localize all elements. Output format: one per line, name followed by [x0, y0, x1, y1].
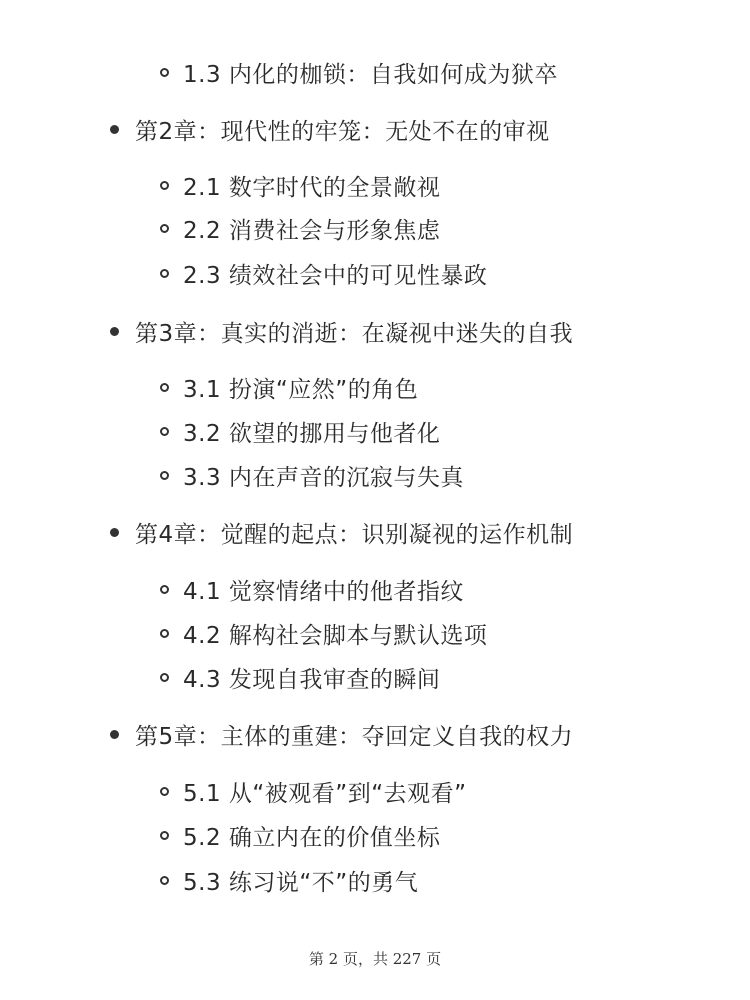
hollow-bullet-icon [160, 831, 169, 840]
outline-label: 4.3 发现自我审查的瞬间 [183, 666, 441, 693]
outline-subsection-4-3 [160, 657, 440, 697]
outline-subsection-5-1 [160, 771, 467, 811]
outline-label: 第4章：觉醒的起点：识别凝视的运作机制 [135, 521, 574, 548]
outline-label: 第3章：真实的消逝：在凝视中迷失的自我 [135, 320, 574, 347]
hollow-bullet-icon [160, 585, 169, 594]
outline-label: 2.1 数字时代的全景敞视 [183, 174, 441, 201]
hollow-bullet-icon [160, 471, 169, 480]
outline-label: 2.3 绩效社会中的可见性暴政 [183, 262, 488, 289]
outline-subsection-2-3 [160, 253, 487, 293]
filled-bullet-icon [110, 730, 119, 739]
outline-label: 4.2 解构社会脚本与默认选项 [183, 622, 488, 649]
outline-subsection-4-1 [160, 569, 464, 609]
outline-subsection-3-1 [160, 367, 418, 407]
hollow-bullet-icon [160, 673, 169, 682]
outline-subsection-5-2 [160, 815, 440, 855]
filled-bullet-icon [110, 327, 119, 336]
outline-chapter-5 [110, 714, 573, 754]
outline-subsection-3-3 [160, 455, 464, 495]
outline-label: 3.3 内在声音的沉寂与失真 [183, 464, 464, 491]
outline-label: 第2章：现代性的牢笼：无处不在的审视 [135, 118, 550, 145]
outline-subsection-4-2 [160, 613, 487, 653]
outline-label: 2.2 消费社会与形象焦虑 [183, 217, 441, 244]
filled-bullet-icon [110, 125, 119, 134]
outline-label: 5.1 从“被观看”到“去观看” [183, 780, 467, 807]
hollow-bullet-icon [160, 383, 169, 392]
page-number-footer: 第 2 页，共 227 页 [308, 950, 442, 968]
outline-chapter-2 [110, 109, 550, 149]
outline-label: 5.2 确立内在的价值坐标 [183, 824, 441, 851]
outline-subsection-1-3 [160, 52, 558, 92]
outline-label: 4.1 觉察情绪中的他者指纹 [183, 578, 464, 605]
hollow-bullet-icon [160, 269, 169, 278]
hollow-bullet-icon [160, 876, 169, 885]
hollow-bullet-icon [160, 181, 169, 190]
hollow-bullet-icon [160, 427, 169, 436]
hollow-bullet-icon [160, 629, 169, 638]
outline-subsection-5-3 [160, 860, 418, 900]
hollow-bullet-icon [160, 68, 169, 77]
outline-chapter-4 [110, 512, 573, 552]
outline-label: 5.3 练习说“不”的勇气 [183, 869, 419, 896]
outline-label: 3.2 欲望的挪用与他者化 [183, 420, 441, 447]
outline-subsection-2-1 [160, 165, 440, 205]
outline-chapter-3 [110, 311, 573, 351]
hollow-bullet-icon [160, 224, 169, 233]
outline-label: 3.1 扮演“应然”的角色 [183, 376, 419, 403]
outline-label: 1.3 内化的枷锁：自我如何成为狱卒 [183, 61, 558, 88]
hollow-bullet-icon [160, 787, 169, 796]
outline-subsection-3-2 [160, 411, 440, 451]
filled-bullet-icon [110, 528, 119, 537]
outline-label: 第5章：主体的重建：夺回定义自我的权力 [135, 723, 574, 750]
outline-subsection-2-2 [160, 208, 440, 248]
